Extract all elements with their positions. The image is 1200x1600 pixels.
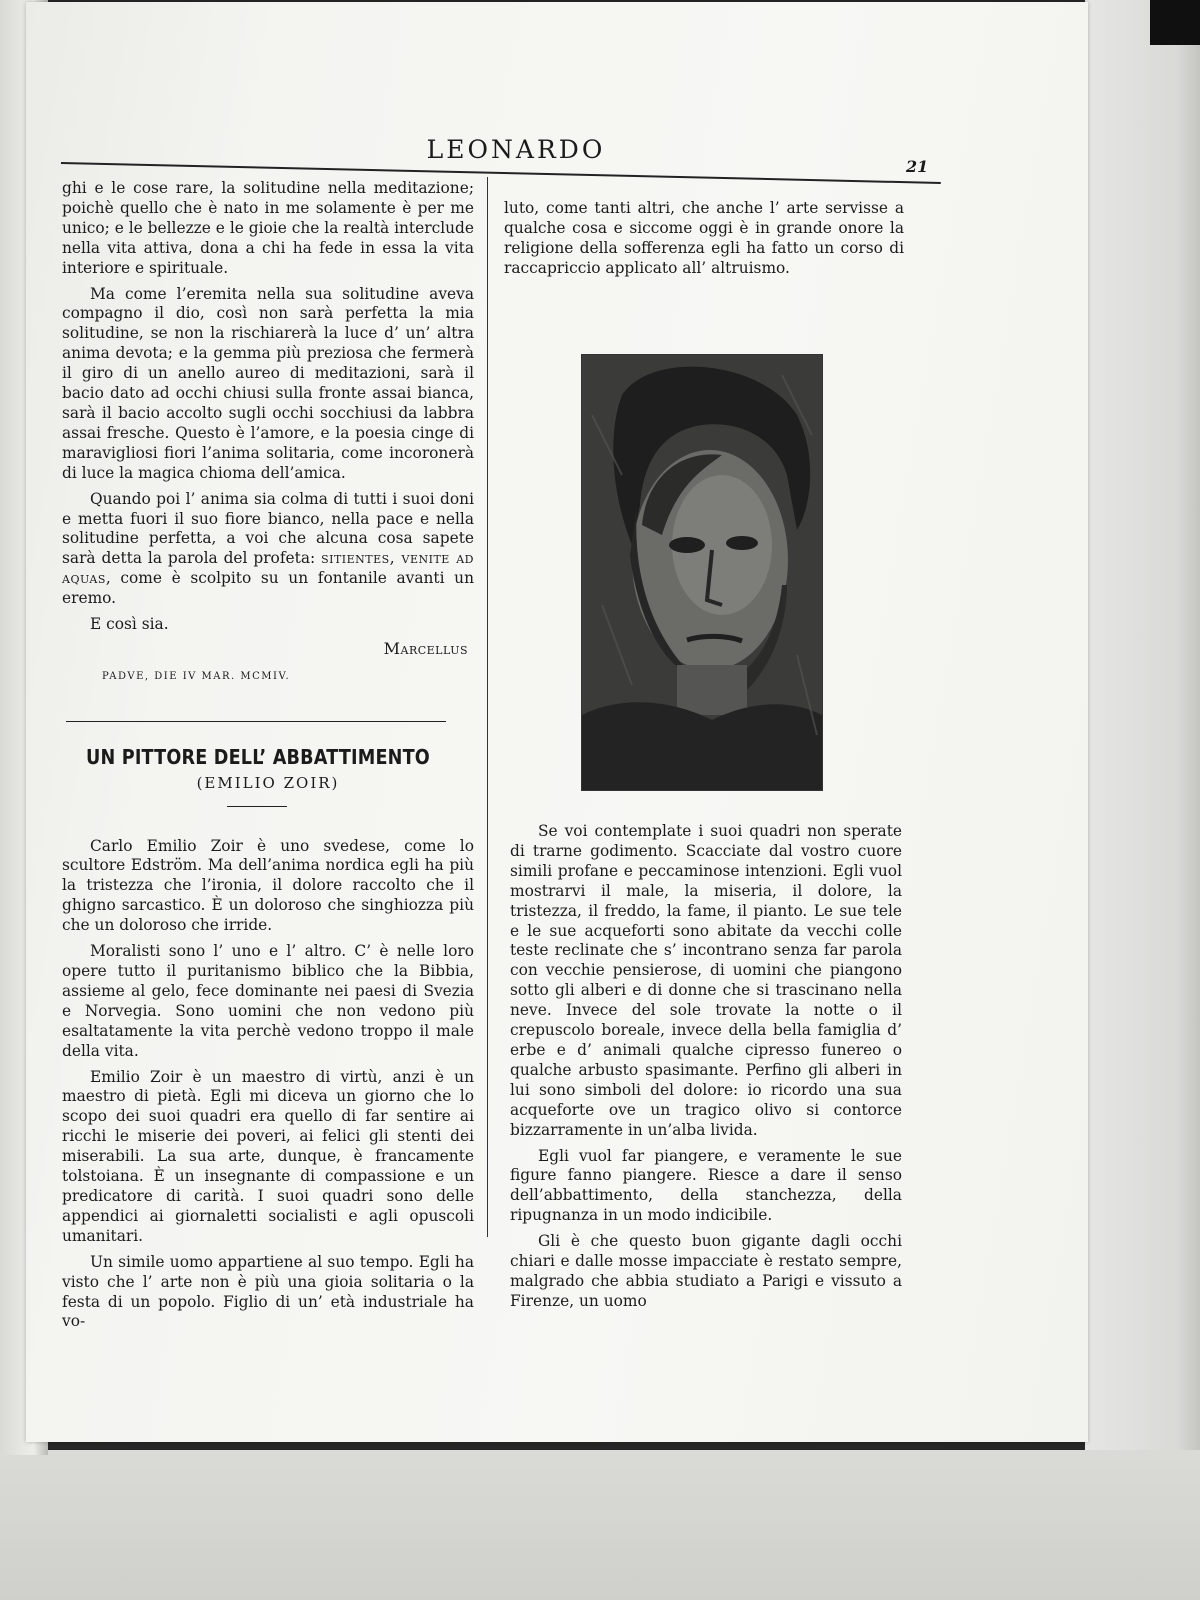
column-divider bbox=[487, 177, 488, 1237]
paragraph: Carlo Emilio Zoir è uno svedese, come lo scultore Edström. Ma dell’anima nordica egli ha più la tristezza che l’ironia, il dolore raccolto che il ghigno sarcastico. È un doloroso che singhiozza più che un doloroso che irride. bbox=[62, 836, 474, 935]
background-shadow bbox=[1150, 0, 1200, 45]
paragraph: Moralisti sono l’ uno e l’ altro. C’ è nelle loro opere tutto il puritanismo biblico che la Bibbia, assieme al gelo, fece dominante nei paesi di Svezia e Norvegia. Sono uomini che non vedono più esaltatamente la vita perchè vedono troppo il male della vita. bbox=[62, 942, 474, 1060]
right-column-top bbox=[504, 199, 904, 279]
table-surface bbox=[0, 1450, 1200, 1600]
magazine-page bbox=[26, 2, 1088, 1442]
portrait-drawing bbox=[582, 355, 822, 790]
portrait-illustration bbox=[581, 354, 823, 791]
article-title: UN PITTORE DELL’ ABBATTIMENTO bbox=[86, 744, 430, 769]
left-column bbox=[62, 179, 474, 1332]
paragraph: Emilio Zoir è un maestro di virtù, anzi è un maestro di pietà. Egli mi diceva un giorno che lo scopo dei suoi quadri era quello di far sentire ai ricchi le miserie dei poveri, ai felici gli stenti dei miserabili. La sua arte, dunque, è francamente tolstoiana. È un insegnante di compassione e un predicatore di carità. I suoi quadri sono delle appendici ai giornaletti socialisti e agli opuscoli umanitari. bbox=[62, 1067, 474, 1245]
dateline: PADVE, DIE IV MAR. MCMIV. bbox=[102, 670, 291, 682]
paragraph: Se voi contemplate i suoi quadri non sperate di trarne godimento. Scacciate dal vostro cuore simili profane e peccaminose intenzioni. Egli vuol mostrarvi il male, la miseria, il dolore, la tristezza, il freddo, la fame, il pianto. Le sue tele e le sue acqueforti sono abitate da vecchi colle teste reclinate che s’ incontrano senza far parola con vecchie pensierose, di uomini che piangono sotto gli alberi e di donne che si trascinano nella neve. Invece del sole trovate la notte o il crepuscolo boreale, invece della bella famiglia d’ erbe e d’ animali qualche cipresso funereo o qualche arbusto spasimante. Perfino gli alberi in lui sono simboli del dolore: io ricordo una sua acqueforte ove un tragico olivo si contorce bizzarramente in un’alba livida. bbox=[510, 822, 902, 1139]
paragraph-text: , come è scolpito su un fontanile avanti un eremo. bbox=[62, 569, 474, 608]
paragraph: ghi e le cose rare, la solitudine nella meditazione; poichè quello che è nato in me solamente è per me unico; e le bellezze e le gioie che la realtà interclude nella vita attiva, dona a chi ha fede in essa la vita interiore e spirituale. bbox=[62, 179, 474, 277]
paragraph: Gli è che questo buon gigante dagli occhi chiari e dalle mosse impacciate è restato sempre, malgrado che abbia studiato a Parigi e vissuto a Firenze, un uomo bbox=[510, 1232, 902, 1310]
background-board bbox=[1085, 0, 1200, 1600]
paragraph: luto, come tanti altri, che anche l’ arte servisse a qualche cosa e siccome oggi è in grande onore la religione della sofferenza egli ha fatto un corso di raccapriccio applicato all’ altruismo. bbox=[504, 199, 904, 277]
signature: Marcellus bbox=[383, 638, 468, 658]
section-rule bbox=[66, 721, 446, 722]
article-subtitle: (EMILIO ZOIR) bbox=[196, 773, 340, 792]
running-title: LEONARDO bbox=[426, 135, 606, 164]
paragraph-prophet bbox=[62, 490, 474, 609]
right-column-bottom bbox=[510, 822, 902, 1312]
paragraph-text: Quando poi l’ anima sia colma di tutti i suoi doni e metta fuori il suo fiore bianco, nella pace e nella solitudine perfetta, a voi che alcuna cosa sapete sarà detta la parola del profeta: bbox=[62, 489, 474, 568]
paragraph: Egli vuol far piangere, e veramente le sue figure fanno piangere. Riesce a dare il senso dell’abbattimento, della stanchezza, della ripugnanza in un modo indicibile. bbox=[510, 1146, 902, 1225]
closing-line: E così sia. bbox=[90, 615, 169, 634]
latin-quote: sitientes, venite ad aquas bbox=[62, 549, 474, 588]
paragraph: Un simile uomo appartiene al suo tempo. Egli ha visto che l’ arte non è più una gioia solitaria o la festa di un popolo. Figlio di un’ età industriale ha vo- bbox=[62, 1252, 474, 1331]
paragraph: Ma come l’eremita nella sua solitudine aveva compagno il dio, così non sarà perfetta la mia solitudine, se non la rischiarerà la luce d’ un’ altra anima devota; e la gemma più preziosa che fermerà il giro di un anello aureo di meditazioni, sarà il bacio dato ad occhi chiusi sulla fronte assai bianca, sarà il bacio accolto sugli occhi socchiusi da labbra assai fresche. Questo è l’amore, e la poesia cinge di maravigliosi fiori l’anima solitaria, come incoronerà di luce la magica chioma dell’amica. bbox=[62, 284, 474, 482]
page-number: 21 bbox=[906, 157, 929, 176]
